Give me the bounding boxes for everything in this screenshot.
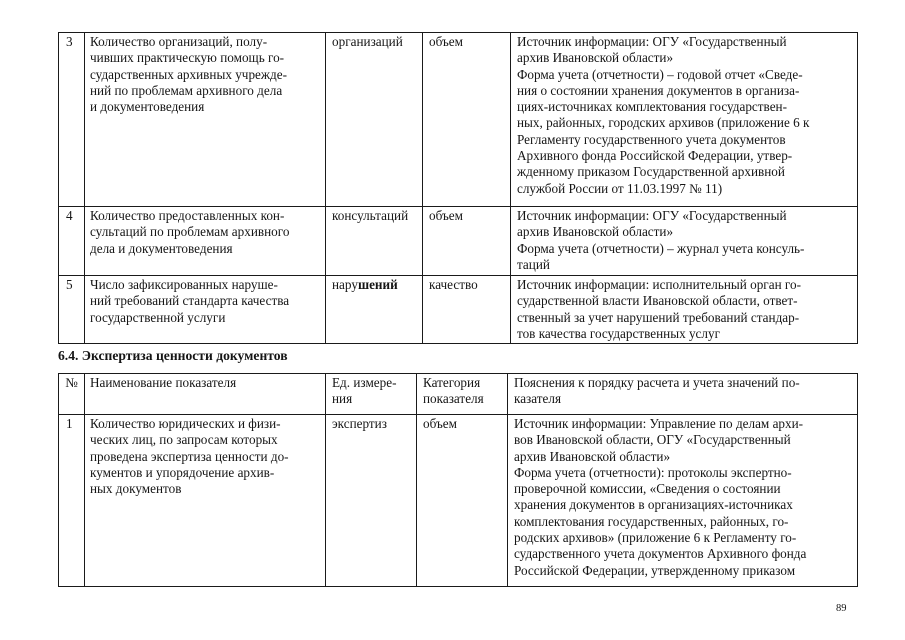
- header-number: №: [59, 374, 85, 415]
- section-heading: 6.4. Экспертиза ценности документов: [58, 348, 288, 363]
- table-header-row: [59, 374, 858, 415]
- indicators-table-continued: [58, 32, 858, 344]
- unit-text-plain: нару: [332, 277, 358, 292]
- header-explanation: Пояснения к порядку расчета и учета значений по- казателя: [508, 374, 858, 415]
- row-number: 1: [59, 415, 85, 587]
- indicator-name: Количество юридических и физи- ческих лиц, по запросам которых проведена экспертиза ценности до- кументов и упорядочение архив- ных документов: [85, 415, 326, 587]
- indicator-explanation: Источник информации: Управление по делам архи- вов Ивановской области, ОГУ «Государственный архив Ивановской области» Форма учета (отчетности): протоколы экспертно- проверочной комиссии, «Сведения о состоянии хранения документов в организациях-источниках комплектования государственных, районных, го- родских архивов» (приложение 6 к Регламенту го- сударственного учета документов Архивного фонда Российской Федерации, утвержденному приказом: [508, 415, 858, 587]
- indicator-name: Число зафиксированных наруше- ний требований стандарта качества государственной услуги: [85, 276, 326, 344]
- table-row: [59, 207, 858, 276]
- indicator-category: объем: [423, 207, 511, 276]
- indicator-name: Количество предоставленных кон- сультаций по проблемам архивного дела и документоведения: [85, 207, 326, 276]
- indicator-category: объем: [417, 415, 508, 587]
- header-unit: Ед. измере- ния: [326, 374, 417, 415]
- header-category: Категория показателя: [417, 374, 508, 415]
- expertise-table: [58, 373, 858, 587]
- indicator-explanation: Источник информации: ОГУ «Государственный архив Ивановской области» Форма учета (отчетности) – журнал учета консуль- таций: [511, 207, 858, 276]
- row-number: 5: [59, 276, 85, 344]
- page-number: 89: [836, 603, 847, 614]
- table-row: [59, 415, 858, 587]
- indicator-explanation: Источник информации: ОГУ «Государственный архив Ивановской области» Форма учета (отчетности) – годовой отчет «Сведе- ния о состоянии хранения документов в организа- циях-источниках комплектования государствен- ных, районных, городских архивов (приложение 6 к Регламенту государственного учета документов Архивного фонда Российской Федерации, утвер- жденному приказом Государственной архивной службой России от 11.03.1997 № 11): [511, 33, 858, 207]
- table-row: [59, 276, 858, 344]
- header-indicator-name: Наименование показателя: [85, 374, 326, 415]
- row-number: 4: [59, 207, 85, 276]
- unit-of-measure: консультаций: [326, 207, 423, 276]
- unit-of-measure: экспертиз: [326, 415, 417, 587]
- indicator-category: качество: [423, 276, 511, 344]
- table-row: [59, 33, 858, 207]
- indicator-category: объем: [423, 33, 511, 207]
- unit-of-measure: [326, 276, 423, 344]
- row-number: 3: [59, 33, 85, 207]
- indicator-explanation: Источник информации: исполнительный орган го- сударственной власти Ивановской области, ответ- ственный за учет нарушений требований стандар- тов качества государственных услуг: [511, 276, 858, 344]
- unit-text-bold: шений: [357, 277, 398, 292]
- indicator-name: Количество организаций, полу- чивших практическую помощь го- сударственных архивных учрежде- ний по проблемам архивного дела и документоведения: [85, 33, 326, 207]
- unit-of-measure: организаций: [326, 33, 423, 207]
